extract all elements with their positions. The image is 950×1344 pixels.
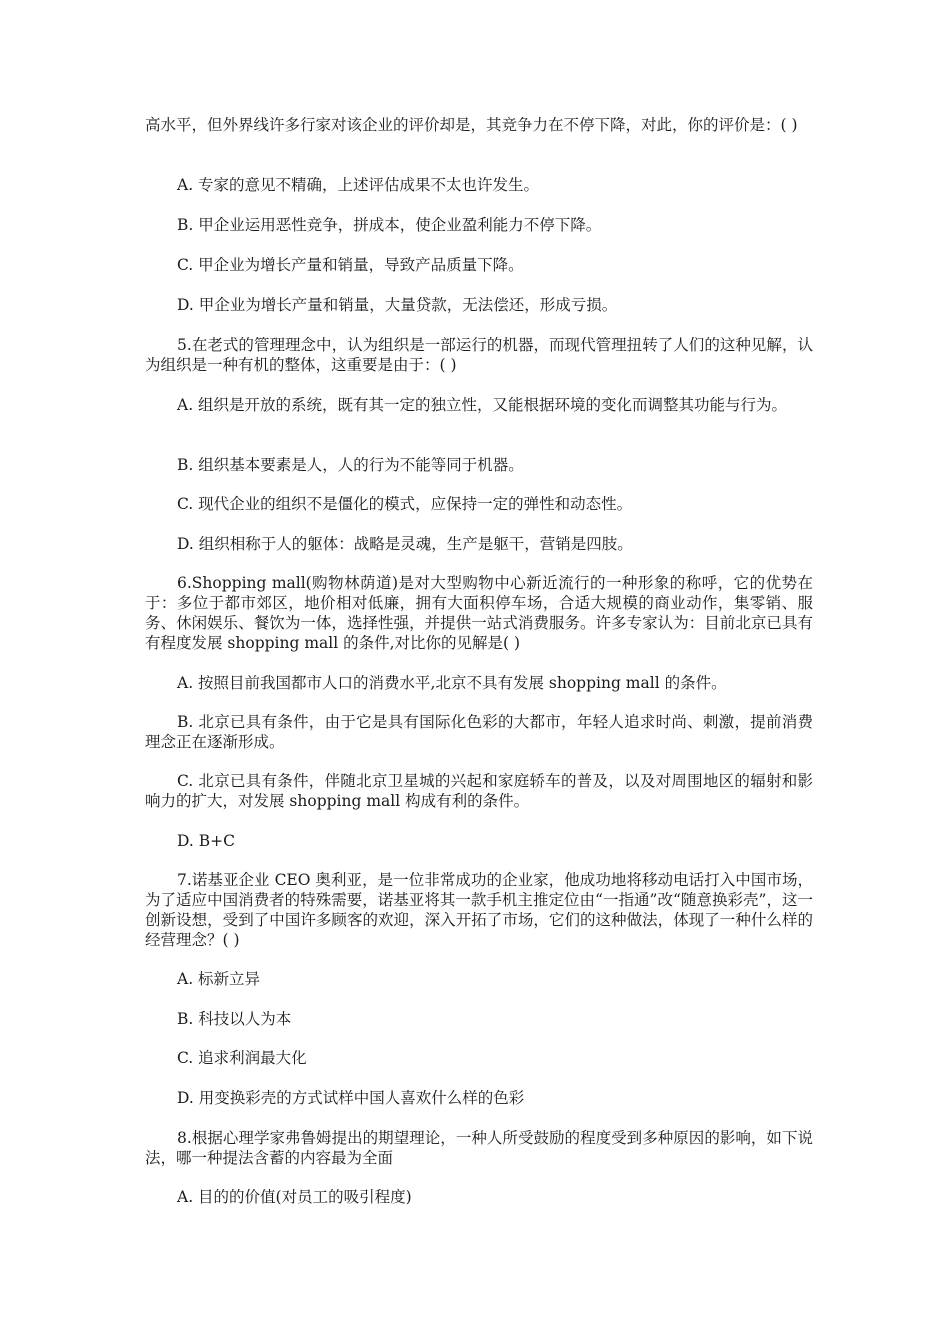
question-8-option-a: A. 目的的价值(对员工的吸引程度)	[177, 1188, 412, 1206]
question-4-stem-continuation: 高水平，但外界线许多行家对该企业的评价却是，其竞争力在不停下降，对此，你的评价是：( )	[145, 116, 798, 134]
question-4-option-d: D. 甲企业为增长产量和销量，大量贷款，无法偿还，形成亏损。	[177, 296, 618, 314]
question-5-option-d: D. 组织相称于人的躯体：战略是灵魂，生产是躯干，营销是四肢。	[177, 535, 633, 553]
question-6-option-a: A. 按照目前我国都市人口的消费水平,北京不具有发展 shopping mall 的条件。	[177, 674, 727, 692]
question-6-option-b: B. 北京已具有条件，由于它是具有国际化色彩的大都市，年轻人追求时尚、刺激，提前消费理念正在逐渐形成。	[145, 713, 813, 751]
question-7-option-b: B. 科技以人为本	[177, 1010, 292, 1028]
question-7-option-d: D. 用变换彩壳的方式试样中国人喜欢什么样的色彩	[177, 1089, 525, 1107]
question-7-stem: 7.诺基亚企业 CEO 奥利亚，是一位非常成功的企业家，他成功地将移动电话打入中国市场，为了适应中国消费者的特殊需要，诺基亚将其一款手机主推定位由“一指通”改“随意换彩壳”，这一创新设想，受到了中国许多顾客的欢迎，深入开拓了市场，它们的这种做法，体现了一种什么样的经营理念？( )	[145, 871, 813, 949]
question-4-option-a: A. 专家的意见不精确，上述评估成果不太也许发生。	[177, 176, 540, 194]
question-6-stem: 6.Shopping mall(购物林荫道)是对大型购物中心新近流行的一种形象的称呼，它的优势在于：多位于都市郊区，地价相对低廉，拥有大面积停车场，合适大规模的商业动作，集零销、服务、休闲娱乐、餐饮为一体，选择性强，并提供一站式消费服务。许多专家认为：目前北京已具有有程度发展 shopping mall 的条件,对比你的见解是( )	[145, 574, 813, 652]
question-5-option-b: B. 组织基本要素是人，人的行为不能等同于机器。	[177, 456, 524, 474]
question-7-option-a: A. 标新立异	[177, 970, 261, 988]
question-4-option-b: B. 甲企业运用恶性竞争，拼成本，使企业盈利能力不停下降。	[177, 216, 602, 234]
question-5-option-c: C. 现代企业的组织不是僵化的模式，应保持一定的弹性和动态性。	[177, 495, 633, 513]
question-8-stem: 8.根据心理学家弗鲁姆提出的期望理论，一种人所受鼓励的程度受到多种原因的影响，如下说法，哪一种提法含蓄的内容最为全面	[145, 1129, 813, 1167]
question-6-option-d: D. B+C	[177, 832, 235, 850]
question-5-option-a: A. 组织是开放的系统，既有其一定的独立性，又能根据环境的变化而调整其功能与行为。	[177, 396, 788, 414]
question-5-stem: 5.在老式的管理理念中，认为组织是一部运行的机器，而现代管理扭转了人们的这种见解，认为组织是一种有机的整体，这重要是由于：( )	[145, 336, 813, 374]
question-6-option-c: C. 北京已具有条件，伴随北京卫星城的兴起和家庭轿车的普及，以及对周围地区的辐射和影响力的扩大，对发展 shopping mall 构成有利的条件。	[145, 772, 813, 810]
question-7-option-c: C. 追求利润最大化	[177, 1049, 307, 1067]
question-4-option-c: C. 甲企业为增长产量和销量，导致产品质量下降。	[177, 256, 524, 274]
